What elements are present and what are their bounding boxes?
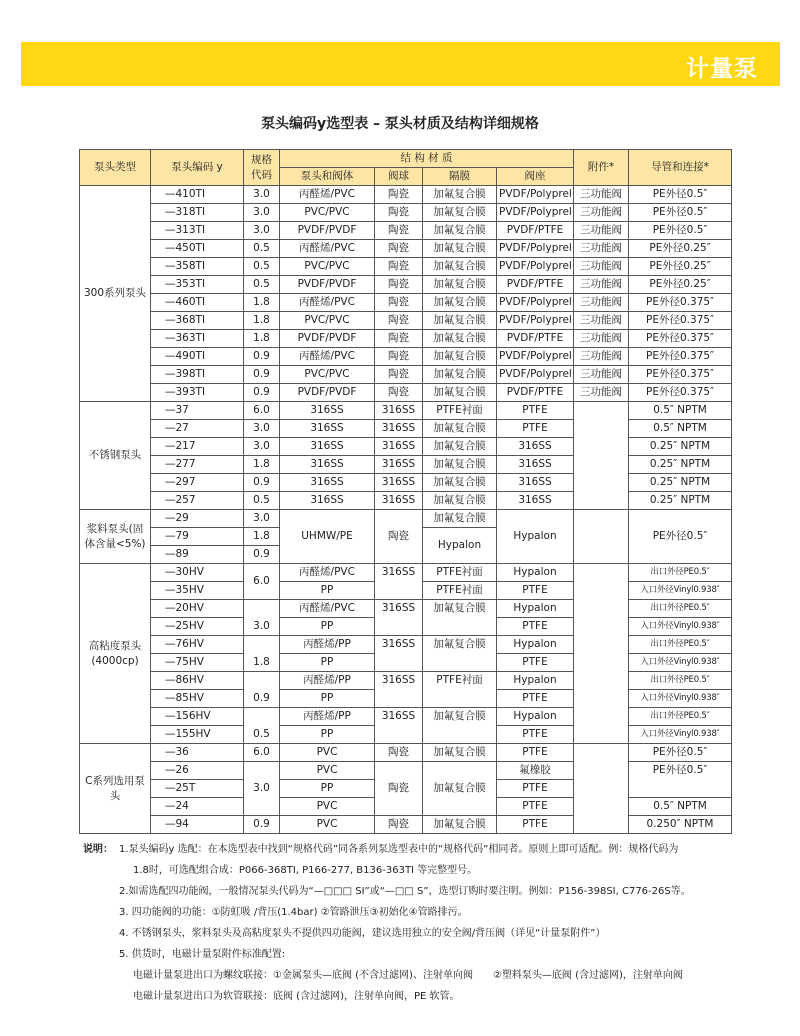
body-material: PVDF/PVDF xyxy=(280,330,375,348)
spec-code: 0.9 xyxy=(244,816,280,834)
ball-material: 316SS xyxy=(375,672,423,708)
note-5-threaded: 电磁计量泵进出口为螺纹联接：①金属泵头—底阀 (不含过滤网)、注射单向阀 ②塑料泵头—底阀 (含过滤网)，注射单向阀 xyxy=(133,970,683,981)
table-row xyxy=(80,204,732,222)
connection: PE外径0.25″ xyxy=(629,276,732,294)
pump-code: —318TI xyxy=(151,204,244,222)
diaphragm-material: 加氟复合膜 xyxy=(423,348,497,366)
seat-material: PTFE xyxy=(497,816,574,834)
seat-material: 316SS xyxy=(497,474,574,492)
pump-code: —398TI xyxy=(151,366,244,384)
body-material: 316SS xyxy=(280,474,375,492)
accessory: 三功能阀 xyxy=(574,222,629,240)
seat-material: PTFE xyxy=(497,690,574,708)
connection: PE外径0.375″ xyxy=(629,348,732,366)
spec-code: 1.8 xyxy=(244,330,280,348)
group-name: 300系列泵头 xyxy=(80,186,151,402)
spec-code: 0.5 xyxy=(244,492,280,510)
spec-code: 1.8 xyxy=(244,312,280,330)
seat-material: PTFE xyxy=(497,744,574,762)
body-material: UHMW/PE xyxy=(280,510,375,564)
diaphragm-material: 加氟复合膜 xyxy=(423,222,497,240)
spec-code: 0.5 xyxy=(244,240,280,258)
pump-code: —37 xyxy=(151,402,244,420)
pump-code: —20HV xyxy=(151,600,244,618)
ball-material: 316SS xyxy=(375,420,423,438)
pump-code: —156HV xyxy=(151,708,244,726)
spec-code: 1.8 xyxy=(244,636,280,672)
pump-code: —85HV xyxy=(151,690,244,708)
seat-material: PTFE xyxy=(497,780,574,798)
spec-code: 1.8 xyxy=(244,456,280,474)
header-connection: 导管和连接* xyxy=(629,150,732,186)
ball-material: 陶瓷 xyxy=(375,258,423,276)
spec-code: 0.9 xyxy=(244,672,280,708)
ball-material: 316SS xyxy=(375,474,423,492)
connection: 入口外径Vinyl0.938″ xyxy=(629,618,732,636)
diaphragm-material: 加氟复合膜 xyxy=(423,384,497,402)
seat-material: PTFE xyxy=(497,582,574,600)
seat-material: PTFE xyxy=(497,402,574,420)
header-ball: 阀球 xyxy=(375,168,423,186)
accessory: 三功能阀 xyxy=(574,240,629,258)
body-material: 316SS xyxy=(280,456,375,474)
ball-material: 316SS xyxy=(375,438,423,456)
header-accessory: 附件* xyxy=(574,150,629,186)
accessory: 三功能阀 xyxy=(574,330,629,348)
note-5: 5. 供货时，电磁计量泵附件标准配置: xyxy=(119,949,286,960)
pump-code: —257 xyxy=(151,492,244,510)
diaphragm-material: 加氟复合膜 xyxy=(423,312,497,330)
ball-material: 316SS xyxy=(375,492,423,510)
body-material: 丙醛烯/PVC xyxy=(280,240,375,258)
accessory: 三功能阀 xyxy=(574,258,629,276)
pump-code: —410TI xyxy=(151,186,244,204)
spec-code: 3.0 xyxy=(244,204,280,222)
ball-material: 316SS xyxy=(375,600,423,636)
table-row xyxy=(80,564,732,582)
pump-code: —26 xyxy=(151,762,244,780)
spec-code: 0.5 xyxy=(244,708,280,744)
body-material: 丙醛烯/PVC xyxy=(280,186,375,204)
accessory: 三功能阀 xyxy=(574,276,629,294)
ball-material: 陶瓷 xyxy=(375,330,423,348)
spec-code: 3.0 xyxy=(244,222,280,240)
table-row xyxy=(80,312,732,330)
table-row xyxy=(80,636,732,654)
note-3: 3. 四功能阀的功能：①防虹吸 /背压(1.4bar) ②管路泄压③初始化④管路排污。 xyxy=(119,907,468,918)
header-pump-code: 泵头编码 y xyxy=(151,150,244,186)
pump-code: —76HV xyxy=(151,636,244,654)
seat-material: PVDF/Polyprel xyxy=(497,258,574,276)
pump-head-spec-table xyxy=(79,149,732,834)
body-material: PVDF/PVDF xyxy=(280,276,375,294)
seat-material: PTFE xyxy=(497,726,574,744)
accessory xyxy=(574,402,629,510)
body-material: 丙醛烯/PVC xyxy=(280,600,375,618)
note-1: 1.泵头编码y 选配：在本选型表中找到“规格代码”同各系列泵选型表中的“规格代码”相同者。原则上即可适配。例：规格代码为 xyxy=(119,844,679,855)
note-2: 2.如需选配四功能阀，一般情况泵头代码为“—□□□ SI”或“—□□ S”，选型订购时要注明。例如：P156-398SI, C776-26S等。 xyxy=(119,886,691,897)
seat-material: Hypalon xyxy=(497,672,574,690)
connection: 0.5″ NPTM xyxy=(629,420,732,438)
spec-code: 0.5 xyxy=(244,258,280,276)
seat-material: PTFE xyxy=(497,618,574,636)
spec-code: 1.8 xyxy=(244,294,280,312)
seat-material: 氟橡胶 xyxy=(497,762,574,780)
connection: 0.25″ NPTM xyxy=(629,492,732,510)
ball-material: 陶瓷 xyxy=(375,186,423,204)
seat-material: 316SS xyxy=(497,492,574,510)
body-material: 316SS xyxy=(280,420,375,438)
diaphragm-material: 加氟复合膜 xyxy=(423,204,497,222)
body-material: PVC xyxy=(280,798,375,816)
pump-code: —353TI xyxy=(151,276,244,294)
diaphragm-material: 加氟复合膜 xyxy=(423,258,497,276)
connection: 入口外径Vinyl0.938″ xyxy=(629,726,732,744)
note-5-hose: 电磁计量泵进出口为软管联接：底阀 (含过滤网)，注射单向阀，PE 软管。 xyxy=(133,991,460,1002)
connection: 出口外径PE0.5″ xyxy=(629,708,732,726)
seat-material: PVDF/Polyprel xyxy=(497,366,574,384)
diaphragm-material: 加氟复合膜 xyxy=(423,276,497,294)
ball-material: 316SS xyxy=(375,456,423,474)
accessory: 三功能阀 xyxy=(574,186,629,204)
seat-material: PTFE xyxy=(497,420,574,438)
pump-code: —75HV xyxy=(151,654,244,672)
diaphragm-material: 加氟复合膜 xyxy=(423,420,497,438)
pump-code: —217 xyxy=(151,438,244,456)
table-row xyxy=(80,744,732,762)
diaphragm-material: 加氟复合膜 xyxy=(423,366,497,384)
ball-material: 陶瓷 xyxy=(375,294,423,312)
body-material: PP xyxy=(280,690,375,708)
note-1-cont: 1.8时，可选配组合成：P066-368TI, P166-277, B136-363TI 等完整型号。 xyxy=(133,865,478,876)
spec-code: 6.0 xyxy=(244,744,280,762)
table-row xyxy=(80,186,732,204)
banner-title: 计量泵 xyxy=(686,56,758,82)
seat-material: PTFE xyxy=(497,654,574,672)
diaphragm-material: 加氟复合膜 xyxy=(423,744,497,762)
connection: 0.25″ NPTM xyxy=(629,474,732,492)
table-row xyxy=(80,276,732,294)
body-material: PVDF/PVDF xyxy=(280,384,375,402)
table-row xyxy=(80,402,732,420)
ball-material: 陶瓷 xyxy=(375,312,423,330)
spec-code: 3.0 xyxy=(244,600,280,636)
table-row xyxy=(80,222,732,240)
table-row xyxy=(80,600,732,618)
seat-material: Hypalon xyxy=(497,708,574,726)
ball-material: 陶瓷 xyxy=(375,222,423,240)
body-material: PVDF/PVDF xyxy=(280,222,375,240)
spec-code: 0.9 xyxy=(244,366,280,384)
ball-material: 陶瓷 xyxy=(375,204,423,222)
body-material: PP xyxy=(280,654,375,672)
pump-code: —363TI xyxy=(151,330,244,348)
spec-code: 3.0 xyxy=(244,510,280,528)
body-material: PVC/PVC xyxy=(280,258,375,276)
pump-code: —29 xyxy=(151,510,244,528)
header-body: 泵头和阀体 xyxy=(280,168,375,186)
body-material: PP xyxy=(280,780,375,798)
body-material: PVC/PVC xyxy=(280,204,375,222)
body-material: 丙醛烯/PP xyxy=(280,708,375,726)
connection: 出口外径PE0.5″ xyxy=(629,636,732,654)
spec-code: 0.9 xyxy=(244,384,280,402)
spec-code: 3.0 xyxy=(244,186,280,204)
diaphragm-material: PTFE衬面 xyxy=(423,672,497,708)
body-material: 316SS xyxy=(280,438,375,456)
connection: PE外径0.375″ xyxy=(629,366,732,384)
table-row xyxy=(80,816,732,834)
table-row xyxy=(80,438,732,456)
pump-code: —313TI xyxy=(151,222,244,240)
seat-material: PVDF/Polyprel xyxy=(497,204,574,222)
spec-code: 6.0 xyxy=(244,564,280,600)
body-material: 丙醛烯/PVC xyxy=(280,348,375,366)
body-material: PVC xyxy=(280,744,375,762)
body-material: PVC xyxy=(280,762,375,780)
seat-material: Hypalon xyxy=(497,564,574,582)
connection: 入口外径Vinyl0.938″ xyxy=(629,654,732,672)
connection: 入口外径Vinyl0.938″ xyxy=(629,582,732,600)
document-title: 泵头编码y选型表 – 泵头材质及结构详细规格 xyxy=(261,116,539,132)
connection: 出口外径PE0.5″ xyxy=(629,600,732,618)
body-material: 丙醛烯/PVC xyxy=(280,294,375,312)
group-name: 不锈钢泵头 xyxy=(80,402,151,510)
accessory: 三功能阀 xyxy=(574,312,629,330)
pump-code: —277 xyxy=(151,456,244,474)
body-material: PP xyxy=(280,582,375,600)
table-row xyxy=(80,348,732,366)
connection: 0.250″ NPTM xyxy=(629,816,732,834)
seat-material: PVDF/Polyprel xyxy=(497,312,574,330)
table-row xyxy=(80,366,732,384)
body-material: PVC/PVC xyxy=(280,366,375,384)
connection: PE外径0.375″ xyxy=(629,330,732,348)
pump-code: —24 xyxy=(151,798,244,816)
pump-code: —393TI xyxy=(151,384,244,402)
seat-material: Hypalon xyxy=(497,510,574,564)
connection: PE外径0.5″ xyxy=(629,222,732,240)
pump-code: —368TI xyxy=(151,312,244,330)
pump-code: —27 xyxy=(151,420,244,438)
group-name-c-series: C系列选用泵头 xyxy=(80,744,151,834)
diaphragm-material: 加氟复合膜 xyxy=(423,636,497,672)
seat-material: PVDF/Polyprel xyxy=(497,240,574,258)
header-seat: 阀座 xyxy=(497,168,574,186)
connection: PE外径0.5″ xyxy=(629,744,732,762)
body-material: 丙醛烯/PVC xyxy=(280,564,375,582)
diaphragm-material: Hypalon xyxy=(423,528,497,564)
pump-code: —358TI xyxy=(151,258,244,276)
connection: 0.25″ NPTM xyxy=(629,456,732,474)
group-name-slurry: 浆料泵头(固体含量<5%) xyxy=(80,510,151,564)
header-spec-code: 规格代码 xyxy=(244,150,280,186)
ball-material: 陶瓷 xyxy=(375,816,423,834)
seat-material: 316SS xyxy=(497,438,574,456)
connection: 0.5″ NPTM xyxy=(629,402,732,420)
table-row xyxy=(80,672,732,690)
accessory: 三功能阀 xyxy=(574,348,629,366)
connection: PE外径0.25″ xyxy=(629,240,732,258)
table-row xyxy=(80,258,732,276)
pump-code: —155HV xyxy=(151,726,244,744)
header-structure: 结 构 材 质 xyxy=(280,150,574,168)
accessory: 三功能阀 xyxy=(574,204,629,222)
pump-code: —460TI xyxy=(151,294,244,312)
diaphragm-material: 加氟复合膜 xyxy=(423,492,497,510)
pump-code: —89 xyxy=(151,546,244,564)
ball-material: 316SS xyxy=(375,708,423,744)
diaphragm-material: 加氟复合膜 xyxy=(423,330,497,348)
ball-material: 陶瓷 xyxy=(375,276,423,294)
spec-code: 0.9 xyxy=(244,474,280,492)
note-4: 4. 不锈钢泵头，浆料泵头及高粘度泵头不提供四功能阀，建议选用独立的安全阀/背压阀（详见“计量泵附件”） xyxy=(119,928,606,939)
table-row xyxy=(80,708,732,726)
diaphragm-material: 加氟复合膜 xyxy=(423,438,497,456)
accessory xyxy=(574,510,629,564)
diaphragm-material: 加氟复合膜 xyxy=(423,456,497,474)
diaphragm-material: 加氟复合膜 xyxy=(423,186,497,204)
spec-code: 0.9 xyxy=(244,348,280,366)
seat-material: Hypalon xyxy=(497,600,574,618)
connection: PE外径0.5″ xyxy=(629,762,732,798)
diaphragm-material: PTFE衬面 xyxy=(423,402,497,420)
body-material: PP xyxy=(280,726,375,744)
ball-material: 陶瓷 xyxy=(375,384,423,402)
table-row xyxy=(80,474,732,492)
diaphragm-material: 加氟复合膜 xyxy=(423,510,497,528)
group-name-high-viscosity: 高粘度泵头 (4000cp) xyxy=(80,564,151,744)
connection: PE外径0.375″ xyxy=(629,312,732,330)
seat-material: PVDF/Polyprel xyxy=(497,294,574,312)
ball-material: 陶瓷 xyxy=(375,348,423,366)
connection: 入口外径Vinyl0.938″ xyxy=(629,690,732,708)
diaphragm-material: PTFE衬面 xyxy=(423,564,497,582)
pump-code: —25HV xyxy=(151,618,244,636)
spec-code: 3.0 xyxy=(244,438,280,456)
diaphragm-material: PTFE衬面 xyxy=(423,582,497,600)
diaphragm-material: 加氟复合膜 xyxy=(423,240,497,258)
pump-code: —94 xyxy=(151,816,244,834)
table-row xyxy=(80,492,732,510)
ball-material: 陶瓷 xyxy=(375,510,423,564)
seat-material: PVDF/Polyprel xyxy=(497,186,574,204)
connection: 0.5″ NPTM xyxy=(629,798,732,816)
spec-code: 0.5 xyxy=(244,276,280,294)
table-row xyxy=(80,510,732,528)
seat-material: 316SS xyxy=(497,456,574,474)
seat-material: PTFE xyxy=(497,798,574,816)
pump-code: —79 xyxy=(151,528,244,546)
connection: 出口外径PE0.5″ xyxy=(629,672,732,690)
body-material: 丙醛烯/PP xyxy=(280,636,375,654)
table-row xyxy=(80,456,732,474)
connection: PE外径0.5″ xyxy=(629,186,732,204)
table-row xyxy=(80,384,732,402)
pump-code: —35HV xyxy=(151,582,244,600)
spec-code: 3.0 xyxy=(244,420,280,438)
accessory xyxy=(574,744,629,834)
accessory: 三功能阀 xyxy=(574,366,629,384)
pump-code: —30HV xyxy=(151,564,244,582)
pump-code: —86HV xyxy=(151,672,244,690)
header-diaphragm: 隔膜 xyxy=(423,168,497,186)
spec-code: 3.0 xyxy=(244,762,280,816)
connection: 0.25″ NPTM xyxy=(629,438,732,456)
body-material: PVC xyxy=(280,816,375,834)
ball-material: 316SS xyxy=(375,402,423,420)
header-banner xyxy=(21,42,780,86)
seat-material: PVDF/PTFE xyxy=(497,330,574,348)
notes-label: 说明： xyxy=(83,844,113,855)
ball-material: 陶瓷 xyxy=(375,762,423,816)
table-row xyxy=(80,330,732,348)
ball-material: 316SS xyxy=(375,636,423,672)
connection: 出口外径PE0.5″ xyxy=(629,564,732,582)
diaphragm-material: 加氟复合膜 xyxy=(423,816,497,834)
pump-code: —36 xyxy=(151,744,244,762)
diaphragm-material: 加氟复合膜 xyxy=(423,708,497,744)
seat-material: PVDF/PTFE xyxy=(497,384,574,402)
body-material: 316SS xyxy=(280,402,375,420)
diaphragm-material: 加氟复合膜 xyxy=(423,294,497,312)
connection: PE外径0.5″ xyxy=(629,204,732,222)
pump-code: —450TI xyxy=(151,240,244,258)
pump-code: —25T xyxy=(151,780,244,798)
diaphragm-material: 加氟复合膜 xyxy=(423,474,497,492)
connection: PE外径0.375″ xyxy=(629,384,732,402)
table-row xyxy=(80,420,732,438)
header-pump-type: 泵头类型 xyxy=(80,150,151,186)
body-material: PVC/PVC xyxy=(280,312,375,330)
spec-code: 0.9 xyxy=(244,546,280,564)
connection: PE外径0.25″ xyxy=(629,258,732,276)
spec-code: 1.8 xyxy=(244,528,280,546)
seat-material: PVDF/PTFE xyxy=(497,222,574,240)
body-material: 316SS xyxy=(280,492,375,510)
table-row xyxy=(80,762,732,780)
ball-material: 陶瓷 xyxy=(375,744,423,762)
ball-material: 陶瓷 xyxy=(375,240,423,258)
accessory: 三功能阀 xyxy=(574,294,629,312)
diaphragm-material: 加氟复合膜 xyxy=(423,600,497,636)
accessory xyxy=(574,564,629,744)
body-material: 丙醛烯/PP xyxy=(280,672,375,690)
seat-material: PVDF/Polyprel xyxy=(497,348,574,366)
ball-material: 陶瓷 xyxy=(375,366,423,384)
ball-material: 316SS xyxy=(375,564,423,600)
seat-material: Hypalon xyxy=(497,636,574,654)
table-row xyxy=(80,240,732,258)
pump-code: —490TI xyxy=(151,348,244,366)
diaphragm-material: 加氟复合膜 xyxy=(423,762,497,816)
pump-code: —297 xyxy=(151,474,244,492)
table-row xyxy=(80,294,732,312)
spec-code: 6.0 xyxy=(244,402,280,420)
seat-material: PVDF/PTFE xyxy=(497,276,574,294)
body-material: PP xyxy=(280,618,375,636)
accessory: 三功能阀 xyxy=(574,384,629,402)
connection: PE外径0.375″ xyxy=(629,294,732,312)
connection: PE外径0.5″ xyxy=(629,510,732,564)
